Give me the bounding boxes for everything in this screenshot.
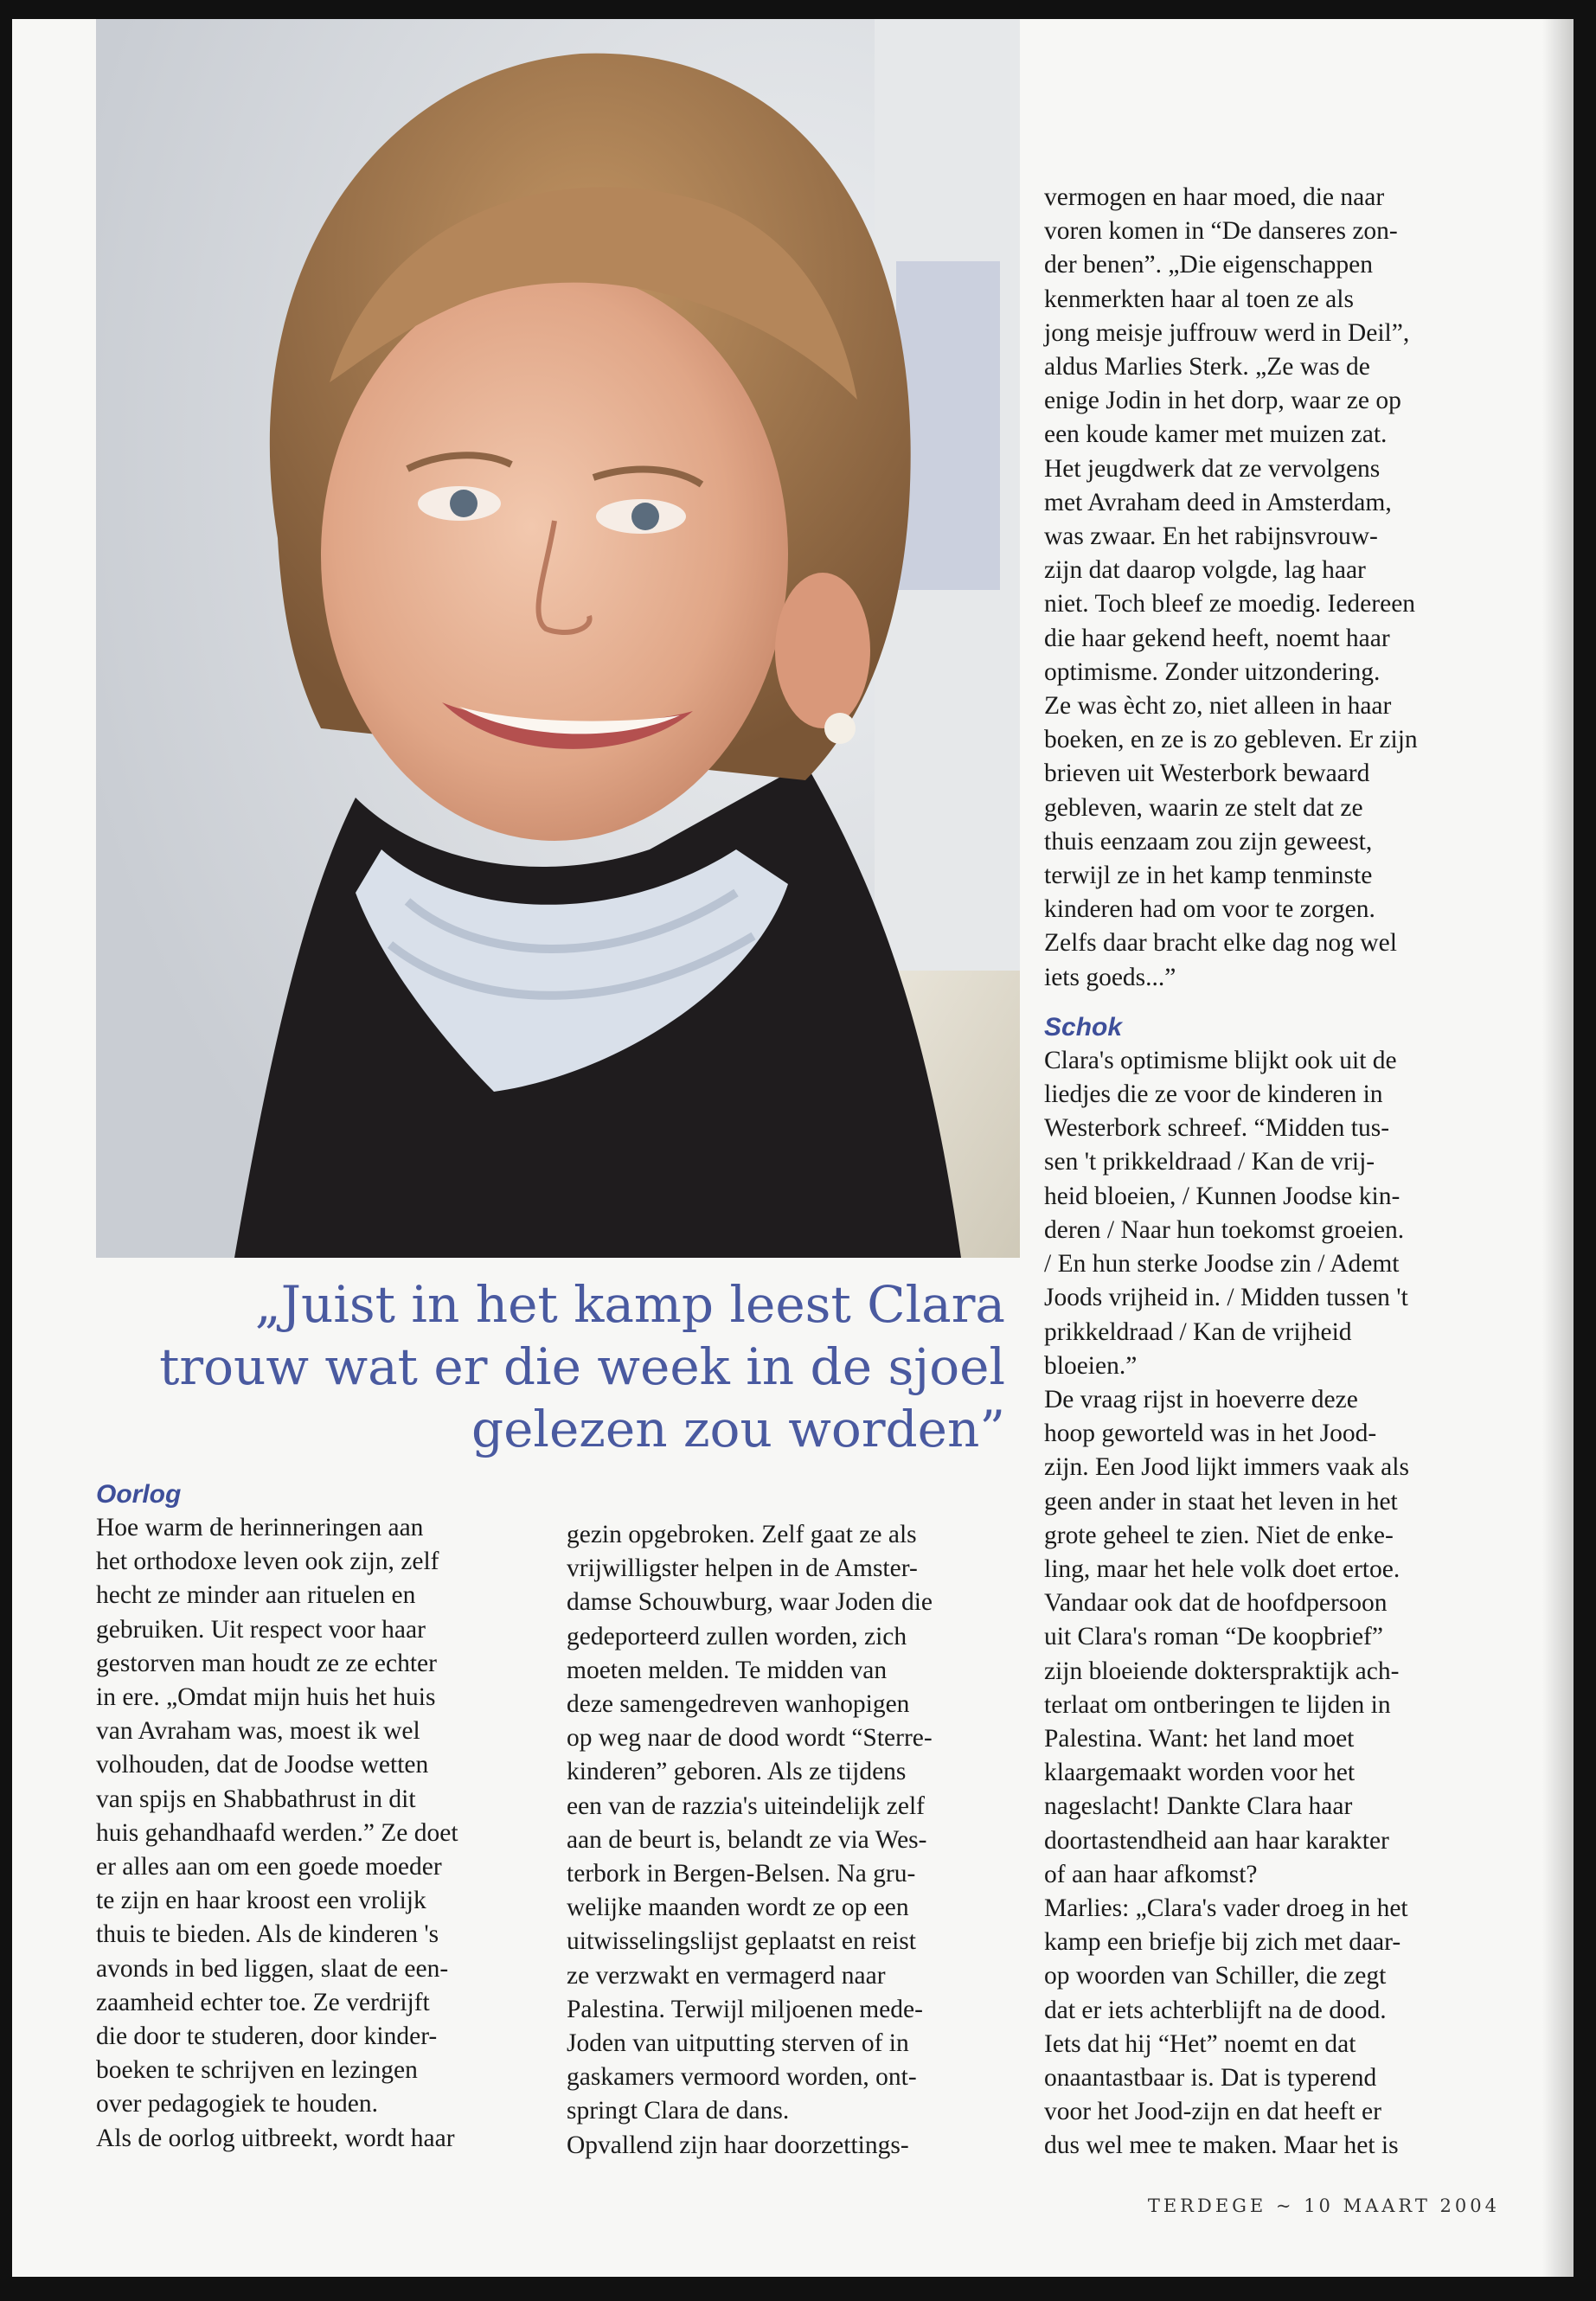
text-line: gaskamers vermoord worden, ont- xyxy=(567,2063,917,2092)
text-line: in ere. „Omdat mijn huis het huis xyxy=(96,1683,436,1712)
text-line: optimisme. Zonder uitzondering. xyxy=(1044,657,1381,686)
text-line: Opvallend zijn haar doorzettings- xyxy=(567,2131,909,2159)
text-line: of aan haar afkomst? xyxy=(1044,1860,1258,1888)
pull-quote-line: „Juist in het kamp leest Clara xyxy=(254,1275,1005,1334)
section-heading-oorlog: Oorlog xyxy=(96,1480,182,1509)
text-line: aan de beurt is, belandt ze via Wes- xyxy=(567,1825,927,1854)
text-line: deze samengedreven wanhopigen xyxy=(567,1690,910,1719)
text-line: kamp een briefje bij zich met daar- xyxy=(1044,1928,1401,1957)
text-line: damse Schouwburg, waar Joden die xyxy=(567,1588,933,1617)
text-line: te zijn en haar kroost een vrolijk xyxy=(96,1887,426,1915)
text-line: voren komen in “De danseres zon- xyxy=(1044,217,1398,246)
text-line: zaamheid echter toe. Ze verdrijft xyxy=(96,1988,430,2016)
text-line: doortastendheid aan haar karakter xyxy=(1044,1826,1389,1855)
text-line: aldus Marlies Sterk. „Ze was de xyxy=(1044,353,1370,381)
text-line: op weg naar de dood wordt “Sterre- xyxy=(567,1724,933,1753)
text-line: uitwisselingslijst geplaatst en reist xyxy=(567,1927,916,1956)
text-line: Zelfs daar bracht elke dag nog wel xyxy=(1044,929,1397,958)
text-line: ling, maar het hele volk doet ertoe. xyxy=(1044,1554,1401,1583)
text-line: die haar gekend heeft, noemt haar xyxy=(1044,624,1390,652)
text-line: zijn. Een Jood lijkt immers vaak als xyxy=(1044,1453,1409,1482)
text-line: een koude kamer met muizen zat. xyxy=(1044,420,1388,449)
text-line: zijn bloeiende dokterspraktijk ach- xyxy=(1044,1657,1400,1685)
text-line: uit Clara's roman “De koopbrief” xyxy=(1044,1623,1383,1651)
magazine-page xyxy=(12,19,1574,2277)
text-line: boeken, en ze is zo gebleven. Er zijn xyxy=(1044,726,1418,754)
text-line: op woorden van Schiller, die zegt xyxy=(1044,1962,1387,1990)
text-line: kinderen had om voor te zorgen. xyxy=(1044,895,1375,924)
text-line: van spijs en Shabbathrust in dit xyxy=(96,1785,416,1813)
text-line: liedjes die ze voor de kinderen in xyxy=(1044,1080,1383,1109)
pull-quote-line: trouw wat er die week in de sjoel xyxy=(159,1337,1005,1396)
text-line: met Avraham deed in Amsterdam, xyxy=(1044,488,1392,516)
text-line: springt Clara de dans. xyxy=(567,2097,790,2125)
text-line: gestorven man houdt ze ze echter xyxy=(96,1649,437,1677)
text-line: over pedagogiek te houden. xyxy=(96,2090,379,2118)
text-line: was zwaar. En het rabijnsvrouw- xyxy=(1044,522,1378,551)
article-column-2 xyxy=(567,1518,1016,2163)
text-line: boeken te schrijven en lezingen xyxy=(96,2056,418,2085)
text-line: het orthodoxe leven ook zijn, zelf xyxy=(96,1548,439,1576)
text-line: avonds in bed liggen, slaat de een- xyxy=(96,1954,449,1983)
text-line: onaantastbaar is. Dat is typerend xyxy=(1044,2063,1377,2092)
text-line: terbork in Bergen-Belsen. Na gru- xyxy=(567,1860,916,1888)
text-line: jong meisje juffrouw werd in Deil”, xyxy=(1044,318,1410,347)
text-line: dus wel mee te maken. Maar het is xyxy=(1044,2131,1399,2160)
text-line: die door te studeren, door kinder- xyxy=(96,2022,438,2051)
text-line: Ze was ècht zo, niet alleen in haar xyxy=(1044,692,1392,721)
text-line: huis gehandhaafd werden.” Ze doet xyxy=(96,1818,458,1847)
text-line: Als de oorlog uitbreekt, wordt haar xyxy=(96,2124,455,2152)
text-line: er alles aan om een goede moeder xyxy=(96,1853,442,1881)
text-line: geen ander in staat het leven in het xyxy=(1044,1487,1398,1516)
text-line: voor het Jood-zijn en dat heeft er xyxy=(1044,2098,1381,2126)
page-footer: TERDEGE ~ 10 MAART 2004 xyxy=(1147,2195,1500,2216)
text-line: zijn dat daarop volgde, lag haar xyxy=(1044,556,1366,585)
text-line: Joods vrijheid in. / Midden tussen 't xyxy=(1044,1284,1408,1312)
text-line: / En hun sterke Joodse zin / Ademt xyxy=(1044,1250,1400,1279)
text-line: Clara's optimisme blijkt ook uit de xyxy=(1044,1046,1397,1074)
text-line: hoop geworteld was in het Jood- xyxy=(1044,1420,1377,1448)
text-line: een van de razzia's uiteindelijk zelf xyxy=(567,1791,926,1820)
text-line: moeten melden. Te midden van xyxy=(567,1656,888,1684)
text-line: bloeien.” xyxy=(1044,1351,1138,1380)
text-line: thuis te bieden. Als de kinderen 's xyxy=(96,1920,439,1949)
text-line: niet. Toch bleef ze moedig. Iedereen xyxy=(1044,590,1416,619)
text-line: Iets dat hij “Het” noemt en dat xyxy=(1044,2029,1356,2058)
article-column-1 xyxy=(96,1477,546,2156)
pull-quote xyxy=(116,1273,1005,1460)
article-column-3 xyxy=(1044,181,1494,2163)
text-line: klaargemaakt worden voor het xyxy=(1044,1759,1356,1787)
text-line: deren / Naar hun toekomst groeien. xyxy=(1044,1215,1405,1244)
text-line: Vandaar ook dat de hoofdpersoon xyxy=(1044,1589,1388,1618)
text-line: gezin opgebroken. Zelf gaat ze als xyxy=(567,1521,917,1548)
text-line: van Avraham was, moest ik wel xyxy=(96,1717,420,1746)
text-line: volhouden, dat de Joodse wetten xyxy=(96,1751,429,1779)
portrait-photo xyxy=(96,19,1020,1258)
text-line: kenmerkten haar al toen ze als xyxy=(1044,285,1354,313)
text-line: kinderen” geboren. Als ze tijdens xyxy=(567,1758,907,1786)
page-edge-shadow xyxy=(1542,19,1574,2277)
text-line: vermogen en haar moed, die naar xyxy=(1044,183,1385,211)
text-line: dat er iets achterblijft na de dood. xyxy=(1044,1996,1387,2024)
text-line: Marlies: „Clara's vader droeg in het xyxy=(1044,1894,1408,1922)
text-line: terwijl ze in het kamp tenminste xyxy=(1044,862,1373,890)
text-line: Het jeugdwerk dat ze vervolgens xyxy=(1044,454,1381,483)
text-line: gedeporteerd zullen worden, zich xyxy=(567,1622,907,1650)
section-heading-schok: Schok xyxy=(1044,1012,1123,1042)
text-line: gebleven, waarin ze stelt dat ze xyxy=(1044,793,1363,822)
text-line: Hoe warm de herinneringen aan xyxy=(96,1514,424,1541)
text-line: ze verzwakt en vermagerd naar xyxy=(567,1961,886,1990)
text-line: gebruiken. Uit respect voor haar xyxy=(96,1615,426,1644)
text-line: Palestina. Terwijl miljoenen mede- xyxy=(567,1995,923,2023)
text-line: prikkeldraad / Kan de vrijheid xyxy=(1044,1317,1352,1346)
text-line: iets goeds...” xyxy=(1044,963,1176,991)
text-line: Westerbork schreef. “Midden tus- xyxy=(1044,1114,1390,1143)
text-line: grote geheel te zien. Niet de enke- xyxy=(1044,1521,1394,1549)
text-line: nageslacht! Dankte Clara haar xyxy=(1044,1792,1353,1821)
text-line: welijke maanden wordt ze op een xyxy=(567,1894,909,1922)
text-line: brieven uit Westerbork bewaard xyxy=(1044,760,1370,788)
pull-quote-line: gelezen zou worden” xyxy=(471,1400,1005,1458)
text-line: thuis eenzaam zou zijn geweest, xyxy=(1044,827,1373,856)
text-line: Joden van uitputting sterven of in xyxy=(567,2029,909,2058)
text-line: sen 't prikkeldraad / Kan de vrij- xyxy=(1044,1148,1375,1176)
text-line: heid bloeien, / Kunnen Joodse kin- xyxy=(1044,1182,1401,1210)
text-line: vrijwilligster helpen in de Amster- xyxy=(567,1554,918,1583)
text-line: De vraag rijst in hoeverre deze xyxy=(1044,1385,1358,1413)
text-line: enige Jodin in het dorp, waar ze op xyxy=(1044,387,1401,415)
text-line: terlaat om ontberingen te lijden in xyxy=(1044,1690,1391,1719)
text-line: Palestina. Want: het land moet xyxy=(1044,1724,1355,1753)
text-line: hecht ze minder aan rituelen en xyxy=(96,1581,416,1610)
text-line: der benen”. „Die eigenschappen xyxy=(1044,251,1374,279)
